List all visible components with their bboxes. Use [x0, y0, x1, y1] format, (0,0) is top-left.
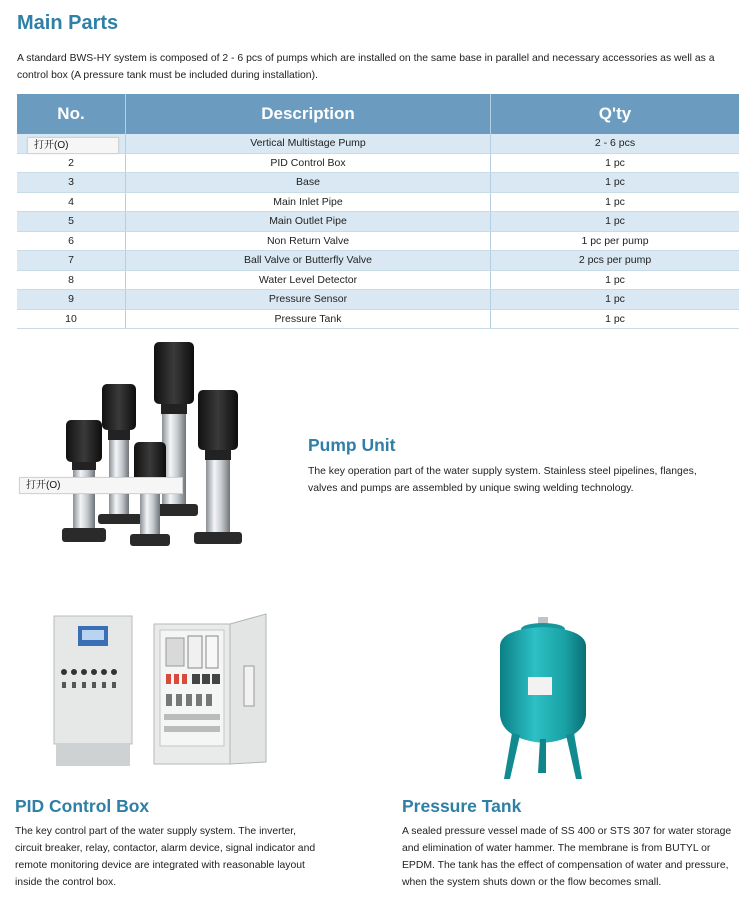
open-button[interactable]: 打开(O): [19, 477, 183, 494]
row-description: Vertical Multistage Pump: [126, 134, 491, 153]
table-row: [17, 173, 739, 193]
table-row: [17, 192, 739, 212]
pressure-tank-text: A sealed pressure vessel made of SS 400 or STS 307 for water storage and elimination of water hammer. The membrane is from BUTYL or EPDM. The tank has the effect of compensation of water and pressure, when the system shuts down or the flow becomes small.: [402, 826, 732, 888]
row-description: Base: [126, 173, 491, 193]
row-qty: 1 pc: [491, 153, 740, 173]
table-row: [17, 231, 739, 251]
row-qty: 1 pc per pump: [491, 231, 740, 251]
row-no: 3: [17, 173, 126, 193]
table-row: [17, 212, 739, 232]
main-parts-title: Main Parts: [17, 12, 119, 34]
row-no: 6: [17, 231, 126, 251]
pressure-tank-title: Pressure Tank: [402, 796, 522, 816]
main-parts-intro: A standard BWS-HY system is composed of 2 - 6 pcs of pumps which are installed on the same base in parallel and necessary accessories as well as a control box (A pressure tank must be included during installation).: [17, 53, 715, 81]
header-description: Description: [126, 94, 491, 134]
parts-table: [17, 94, 739, 329]
row-description: Pressure Tank: [126, 309, 491, 329]
row-qty: 1 pc: [491, 290, 740, 310]
row-qty: 1 pc: [491, 270, 740, 290]
row-description: Water Level Detector: [126, 270, 491, 290]
pid-box-text: The key control part of the water supply system. The inverter, circuit breaker, relay, contactor, alarm device, signal indicator and remote monitoring device are integrated with reasonable layout inside the control box.: [15, 826, 316, 888]
row-description: Non Return Valve: [126, 231, 491, 251]
row-qty: 1 pc: [491, 309, 740, 329]
row-no: 10: [17, 309, 126, 329]
pump-unit-image: [58, 338, 248, 553]
row-no: 8: [17, 270, 126, 290]
row-no: 7: [17, 251, 126, 271]
pump-unit-text: The key operation part of the water supply system. Stainless steel pipelines, flanges, valves and pumps are assembled by unique swing welding technology.: [308, 466, 697, 494]
table-row: [17, 134, 739, 153]
row-qty: 2 - 6 pcs: [491, 134, 740, 153]
pid-control-box-image: [48, 610, 273, 775]
row-description: Pressure Sensor: [126, 290, 491, 310]
pid-box-title: PID Control Box: [15, 796, 150, 816]
row-no: 5: [17, 212, 126, 232]
header-qty: Q'ty: [491, 94, 740, 134]
row-no: 4: [17, 192, 126, 212]
table-row: [17, 153, 739, 173]
table-row: [17, 309, 739, 329]
table-row: [17, 270, 739, 290]
row-qty: 1 pc: [491, 173, 740, 193]
row-qty: 1 pc: [491, 192, 740, 212]
row-no: 9: [17, 290, 126, 310]
pump-unit-title: Pump Unit: [308, 435, 396, 455]
row-description: PID Control Box: [126, 153, 491, 173]
row-qty: 1 pc: [491, 212, 740, 232]
row-description: Ball Valve or Butterfly Valve: [126, 251, 491, 271]
row-description: Main Outlet Pipe: [126, 212, 491, 232]
open-button[interactable]: 打开(O): [27, 137, 119, 154]
table-header-row: [17, 94, 739, 134]
row-no: 2: [17, 153, 126, 173]
pressure-tank-image: [490, 615, 600, 783]
header-no: No.: [17, 94, 126, 134]
table-row: [17, 290, 739, 310]
row-description: Main Inlet Pipe: [126, 192, 491, 212]
row-qty: 2 pcs per pump: [491, 251, 740, 271]
table-row: [17, 251, 739, 271]
